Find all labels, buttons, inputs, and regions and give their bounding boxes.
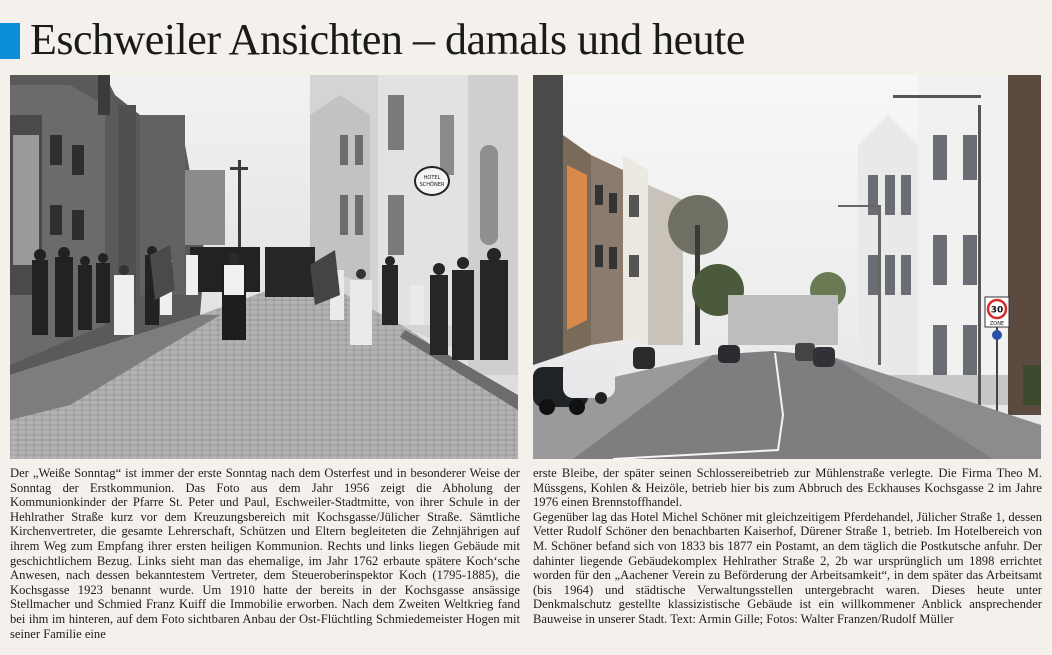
hotel-sign-line2: SCHÖNER [419, 182, 445, 188]
headline-accent-bar [0, 23, 20, 59]
article-text-right-paragraph-2 [533, 510, 1042, 627]
zone-sign-word: ZONE [989, 321, 1005, 327]
article-text-left: Der „Weiße Sonntag“ ist immer der erste Sonntag nach dem Osterfest und in besonderer Weise der Sonntag der Erstkommunion. Das Foto aus dem Jahr 1956 zeigt die Abholung der Kommunionkinder der Pfarre St. Peter und Paul, Eschweiler-Stadtmitte, von ihrer Schule in der Hehlrather Straße kurz vor dem Kreuzungsbereich mit Kochsgasse/Jülicher Straße. Sämtliche Kirchenvertreter, die gesamte Lehrerschaft, Schützen und Eltern begleiteten die Zehnjährigen auf ihrem Weg zum Empfang ihrer ersten heiligen Kommunion. Rechts und links liegen Gebäude mit geschichtlichem Bezug. Links sieht man das ehemalige, im Jahr 1762 erbaute spätere Koch‘sche Anwesen, nach dessen bekanntestem Vertreter, dem Steueroberinspektor Koch (1795-1885), die Kochsgasse 1923 benannt wurde. Um 1910 hatte der bereits in der Kochsgasse ansässige Stellmacher und Schmied Franz Kuiff die Immobilie erworben. Nach dem Zweiten Weltkrieg fand bei ihm im hinteren, auf dem Foto sichtbaren Anbau der Ost-Flüchtling Schmiedemeister Hogen mit seiner Familie eine [10, 466, 520, 641]
historic-photo-image [10, 75, 518, 459]
article-credit: Text: Armin Gille; Fotos: Walter Franzen/Rudolf Müller [670, 611, 954, 626]
hotel-sign [415, 167, 449, 195]
historic-photo [10, 75, 518, 459]
hotel-sign-line1: HOTEL [423, 175, 441, 181]
current-photo-image [533, 75, 1041, 459]
article-text-right-paragraph-1: erste Bleibe, der später seinen Schlossereibetrieb zur Mühlenstraße verlegte. Die Firma Theo M. Müssgens, Kohlen & Heizöle, betrieb hier bis zum Abbruch des Eckhauses Kochsgasse 2 im Jahre 1976 einen Brennstoffhandel. [533, 466, 1042, 510]
headline-area [0, 14, 1052, 66]
article-text-right [533, 466, 1042, 651]
article-text-right-body: Gegenüber lag das Hotel Michel Schöner mit gleichzeitigem Pferdehandel, Jülicher Straße 1, dessen Vetter Rudolf Schöner den benachbarten Kaiserhof, Dürener Straße 1, betrieb. Im Hotelbereich von M. Schöner befand sich von 1833 bis 1877 ein Postamt, an dem täglich die Postkutsche anfuhr. Der dahinter liegende Gebäudekomplex Hehlrather Straße 2, 2b war ursprünglich um 1898 errichtet worden für den „Aachener Verein zu Beförderung der Arbeitsamkeit“, in dem später das Arbeitsamt (bis 1964) und städtische Verwaltungsstellen untergebracht waren. Dieses heute unter Denkmalschutz gestellte klassizistische Gebäude ist ein willkommener Anblick ansprechender Bauweise in unserer Stadt. [533, 509, 1042, 626]
zone-sign-number: 30 [990, 305, 1004, 316]
headline: Eschweiler Ansichten – damals und heute [30, 15, 745, 64]
current-photo [533, 75, 1041, 459]
